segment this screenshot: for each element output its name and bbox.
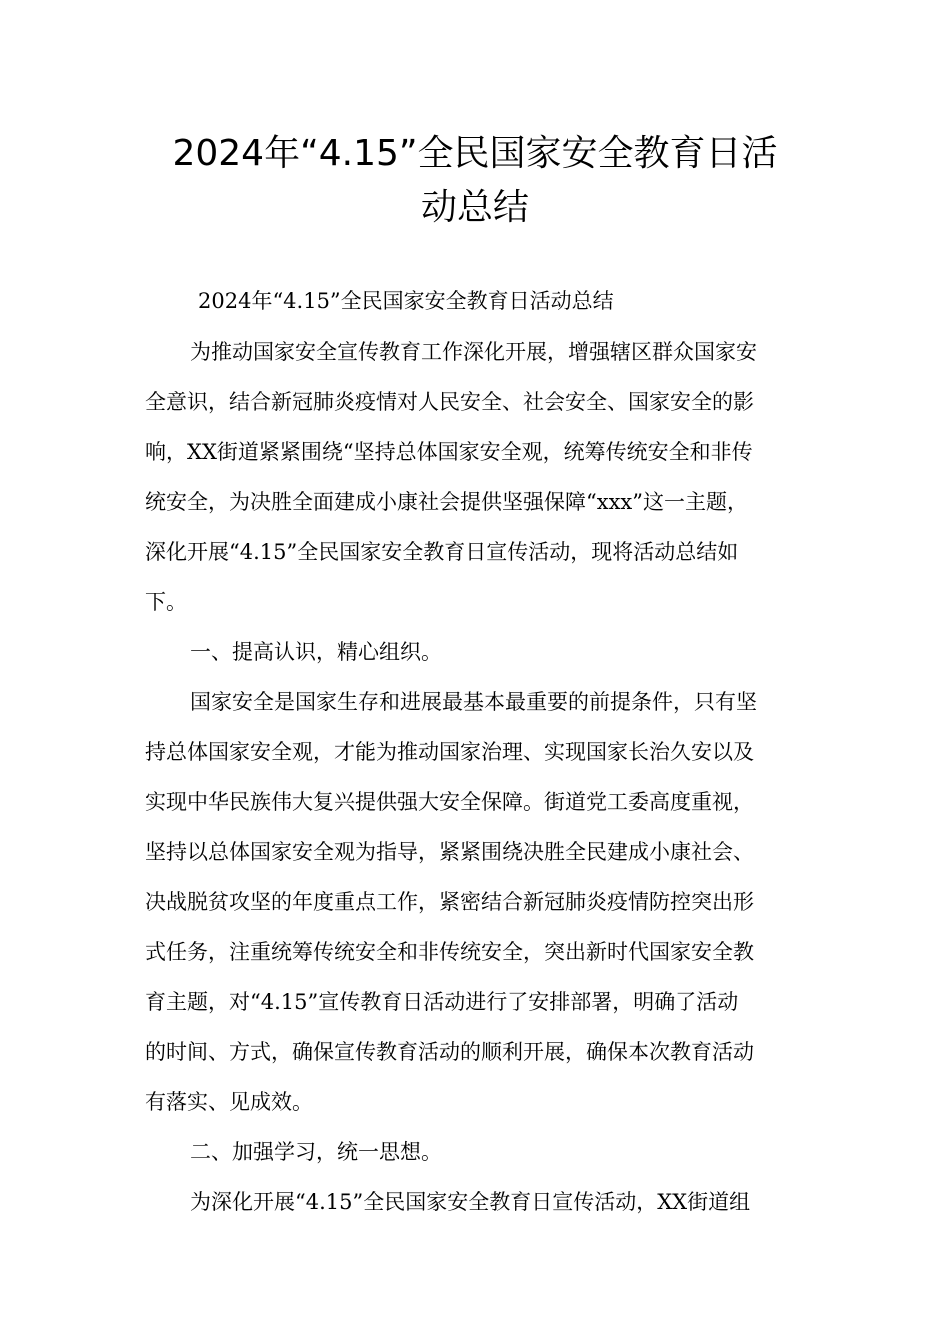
paragraph-2-line: 国家安全是国家生存和进展最基本最重要的前提条件，只有坚 (190, 690, 757, 714)
document-title-line-1: 2024年“4.15”全民国家安全教育日活 (172, 133, 778, 174)
paragraph-2-line: 持总体国家安全观，才能为推动国家治理、实现国家长治久安以及 (145, 740, 754, 764)
section-heading-2: 二、加强学习，统一思想。 (190, 1140, 442, 1164)
paragraph-3-line: 为深化开展“4.15”全民国家安全教育日宣传活动，XX街道组 (190, 1190, 751, 1214)
paragraph-1-line: 统安全，为决胜全面建成小康社会提供坚强保障“xxx”这一主题， (145, 490, 748, 514)
paragraph-1-line: 深化开展“4.15”全民国家安全教育日宣传活动，现将活动总结如 (145, 540, 739, 564)
paragraph-2-line: 有落实、见成效。 (145, 1090, 313, 1114)
paragraph-2-line: 实现中华民族伟大复兴提供强大安全保障。街道党工委高度重视， (145, 790, 754, 814)
document-subtitle: 2024年“4.15”全民国家安全教育日活动总结 (198, 289, 614, 313)
paragraph-2-line: 坚持以总体国家安全观为指导，紧紧围绕决胜全民建成小康社会、 (145, 840, 754, 864)
document-title-line-2: 动总结 (420, 187, 529, 228)
paragraph-1-line: 全意识，结合新冠肺炎疫情对人民安全、社会安全、国家安全的影 (145, 390, 754, 414)
paragraph-1-line: 响，XX街道紧紧围绕“坚持总体国家安全观，统筹传统安全和非传 (145, 440, 753, 464)
section-heading-1: 一、提高认识，精心组织。 (190, 640, 442, 664)
paragraph-1-line: 为推动国家安全宣传教育工作深化开展，增强辖区群众国家安 (190, 340, 757, 364)
paragraph-1-line: 下。 (145, 590, 187, 614)
paragraph-2-line: 决战脱贫攻坚的年度重点工作，紧密结合新冠肺炎疫情防控突出形 (145, 890, 754, 914)
paragraph-2-line: 式任务，注重统筹传统安全和非传统安全，突出新时代国家安全教 (145, 940, 754, 964)
paragraph-2-line: 的时间、方式，确保宣传教育活动的顺利开展，确保本次教育活动 (145, 1040, 754, 1064)
paragraph-2-line: 育主题，对“4.15”宣传教育日活动进行了安排部署，明确了活动 (145, 990, 739, 1014)
